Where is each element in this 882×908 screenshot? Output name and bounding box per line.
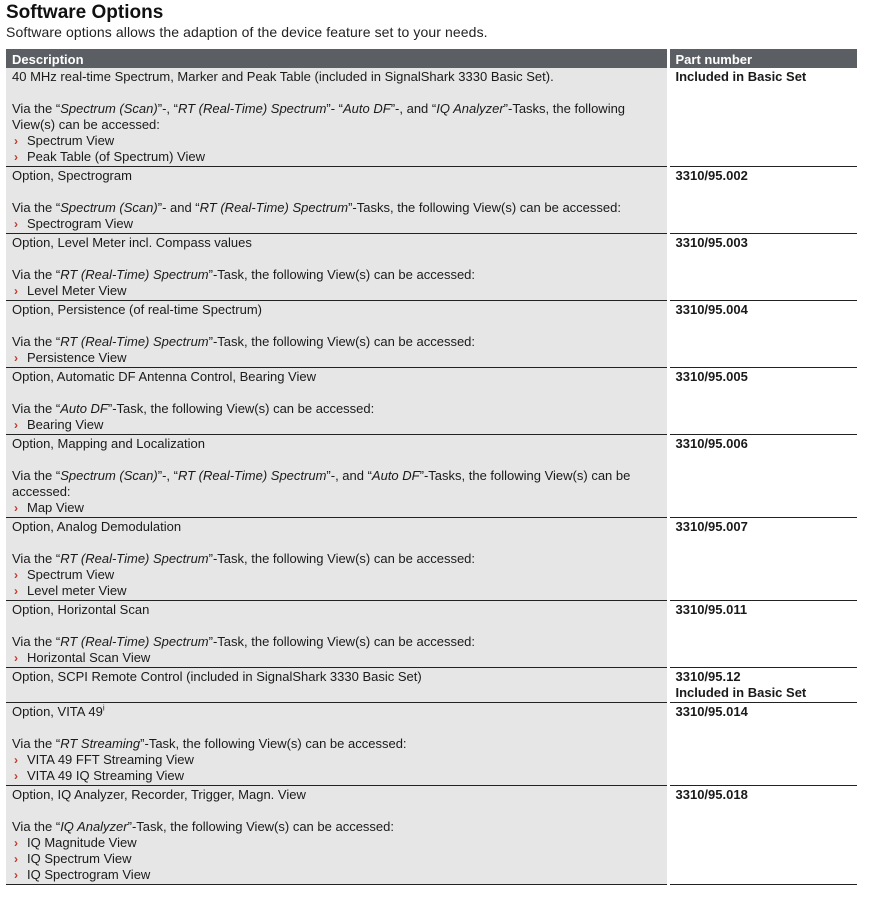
part-number: 3310/95.014 [675,704,748,719]
part-number: 3310/95.011 [675,602,748,617]
part-number: 3310/95.018 [675,787,748,802]
option-title: Option, Spectrogram [12,168,132,183]
part-number-cell [668,301,857,368]
table-row [6,703,857,786]
part-number: 3310/95.12 [675,669,741,684]
list-item: › IQ Spectrum View [14,851,132,866]
access-description: Via the “IQ Analyzer”-Task, the following View(s) can be accessed: [12,819,395,834]
option-title: Option, Automatic DF Antenna Control, Bearing View [12,369,316,384]
description-cell [6,703,668,786]
view-list [12,567,661,599]
part-number: 3310/95.007 [675,519,748,534]
option-title: Option, Analog Demodulation [12,519,182,534]
part-number: 3310/95.002 [675,168,748,183]
part-number-cell [668,703,857,786]
access-description: Via the “Spectrum (Scan)”-, “RT (Real-Time) Spectrum”-, and “Auto DF”-Tasks, the following View(s) can be accessed: [12,468,631,499]
view-list [12,133,661,165]
view-list [12,283,661,299]
list-item: › Peak Table (of Spectrum) View [14,149,205,164]
list-item: › Level Meter View [14,283,127,298]
table-row [6,301,857,368]
table-row [6,435,857,518]
software-options-table [6,49,857,885]
description-cell [6,167,668,234]
chevron-right-icon: › [14,753,18,767]
part-number-cell [668,518,857,601]
view-list [12,650,661,666]
chevron-right-icon: › [14,150,18,164]
part-number: 3310/95.005 [675,369,748,384]
chevron-right-icon: › [14,351,18,365]
chevron-right-icon: › [14,217,18,231]
part-number: 3310/95.006 [675,436,748,451]
list-item: › Persistence View [14,350,127,365]
chevron-right-icon: › [14,769,18,783]
access-description: Via the “RT (Real-Time) Spectrum”-Task, the following View(s) can be accessed: [12,334,476,349]
access-description: Via the “RT (Real-Time) Spectrum”-Task, the following View(s) can be accessed: [12,634,476,649]
chevron-right-icon: › [14,284,18,298]
table-row [6,668,857,703]
description-cell [6,435,668,518]
description-cell [6,786,668,885]
description-cell [6,368,668,435]
chevron-right-icon: › [14,651,18,665]
option-title: Option, Horizontal Scan [12,602,150,617]
view-list [12,417,661,433]
option-title: Option, IQ Analyzer, Recorder, Trigger, Magn. View [12,787,306,802]
document [6,2,857,885]
option-title: Option, Persistence (of real-time Spectrum) [12,302,262,317]
part-number-cell [668,167,857,234]
access-description: Via the “RT Streaming”-Task, the following View(s) can be accessed: [12,736,407,751]
header-part-number: Part number [668,49,857,68]
table-header-row [6,49,857,68]
chevron-right-icon: › [14,868,18,882]
description-cell [6,518,668,601]
list-item: › Level meter View [14,583,127,598]
part-number: 3310/95.004 [675,302,748,317]
chevron-right-icon: › [14,568,18,582]
chevron-right-icon: › [14,836,18,850]
page-subtitle: Software options allows the adaption of the device feature set to your needs. [6,24,488,40]
option-title: 40 MHz real-time Spectrum, Marker and Peak Table (included in SignalShark 3330 Basic Set). [12,69,554,84]
list-item: › Spectrum View [14,567,115,582]
table-row [6,368,857,435]
view-list [12,835,661,883]
part-number-cell [668,601,857,668]
description-cell [6,234,668,301]
description-cell [6,301,668,368]
description-cell [6,601,668,668]
list-item: › VITA 49 FFT Streaming View [14,752,194,767]
chevron-right-icon: › [14,501,18,515]
description-cell [6,668,668,703]
list-item: › Spectrum View [14,133,115,148]
option-title: Option, Level Meter incl. Compass values [12,235,252,250]
part-number-cell [668,68,857,167]
option-title: Option, VITA 49$^i$ [12,703,105,719]
view-list [12,752,661,784]
list-item: › IQ Spectrogram View [14,867,151,882]
view-list [12,350,661,366]
view-list [12,500,661,516]
page-title: Software Options [6,2,164,23]
table-row [6,601,857,668]
part-number-cell [668,234,857,301]
table-body [6,68,857,885]
chevron-right-icon: › [14,418,18,432]
option-title: Option, Mapping and Localization [12,436,205,451]
access-description: Via the “Spectrum (Scan)”-, “RT (Real-Time) Spectrum”- “Auto DF”-, and “IQ Analyzer”-Tasks, the following View(s) can be accessed: [12,101,626,132]
access-description: Via the “Spectrum (Scan)”- and “RT (Real-Time) Spectrum”-Tasks, the following View(s) can be accessed: [12,200,621,215]
chevron-right-icon: › [14,134,18,148]
description-cell [6,68,668,167]
list-item: › VITA 49 IQ Streaming View [14,768,185,783]
table-row [6,518,857,601]
table-row [6,167,857,234]
access-description: Via the “Auto DF”-Task, the following View(s) can be accessed: [12,401,375,416]
access-description: Via the “RT (Real-Time) Spectrum”-Task, the following View(s) can be accessed: [12,267,476,282]
chevron-right-icon: › [14,584,18,598]
option-title: Option, SCPI Remote Control (included in SignalShark 3330 Basic Set) [12,669,422,684]
list-item: › Spectrogram View [14,216,133,231]
part-number: Included in Basic Set [675,685,807,700]
list-item: › Horizontal Scan View [14,650,151,665]
list-item: › IQ Magnitude View [14,835,137,850]
part-number: 3310/95.003 [675,235,748,250]
table-row [6,68,857,167]
table-row [6,234,857,301]
footnote-marker: i [102,703,105,713]
header-description: Description [6,49,668,68]
part-number-cell [668,668,857,703]
list-item: › Bearing View [14,417,104,432]
access-description: Via the “RT (Real-Time) Spectrum”-Task, the following View(s) can be accessed: [12,551,476,566]
chevron-right-icon: › [14,852,18,866]
part-number-cell [668,368,857,435]
part-number: Included in Basic Set [675,69,807,84]
part-number-cell [668,435,857,518]
part-number-cell [668,786,857,885]
view-list [12,216,661,232]
list-item: › Map View [14,500,84,515]
table-row [6,786,857,885]
